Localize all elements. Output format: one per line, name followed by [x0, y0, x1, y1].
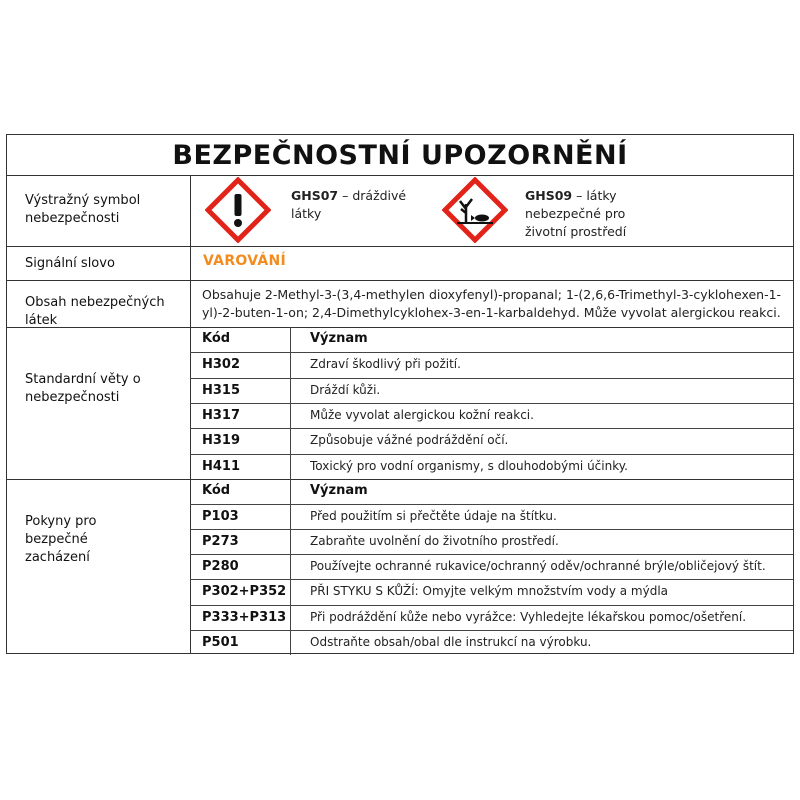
- statement-meaning: Toxický pro vodní organismy, s dlouhodobými účinky.: [310, 458, 628, 473]
- ghs07-description: [291, 187, 421, 223]
- table-row: [190, 554, 793, 580]
- statement-meaning: Odstraňte obsah/obal dle instrukcí na výrobku.: [310, 634, 592, 649]
- statement-code: H302: [202, 357, 241, 373]
- statement-meaning: Před použitím si přečtěte údaje na štítku.: [310, 509, 557, 524]
- statement-meaning: Při podráždění kůže nebo vyrážce: Vyhledejte lékařskou pomoc/ošetření.: [310, 609, 747, 624]
- divider: [7, 246, 793, 247]
- column-header-code: Kód: [202, 483, 231, 498]
- statement-meaning: Dráždí kůži.: [310, 382, 381, 397]
- h-statements-label: Standardní věty o nebezpečnosti: [25, 372, 141, 405]
- ghs07-code: GHS07: [291, 188, 339, 203]
- statement-meaning: PŘI STYKU S KŮŽÍ: Omyjte velkým množstvím vody a mýdla: [310, 584, 669, 599]
- table-row: [190, 428, 793, 454]
- statement-meaning: Používejte ochranné rukavice/ochranný oděv/ochranné brýle/obličejový štít.: [310, 559, 766, 574]
- exclamation-mark-icon: [205, 177, 271, 243]
- statement-code: P273: [202, 534, 239, 550]
- ghs07-text: – dráždivé látky: [291, 188, 407, 221]
- statement-code: P280: [202, 559, 239, 575]
- statement-meaning: Zabraňte uvolnění do životního prostředí.: [310, 534, 559, 549]
- table-row: [190, 378, 793, 404]
- environment-hazard-icon: [442, 177, 508, 243]
- table-header-row: [190, 327, 793, 352]
- statement-code: P501: [202, 634, 239, 650]
- ghs09-code: GHS09: [525, 188, 573, 203]
- safety-warning-table: [6, 134, 794, 654]
- statement-code: P302+P352: [202, 584, 287, 600]
- statement-code: H411: [202, 458, 241, 474]
- ghs09-text: – látky nebezpečné pro životní prostředí: [525, 188, 627, 239]
- page-title: BEZPEČNOSTNÍ UPOZORNĚNÍ: [172, 139, 628, 171]
- table-row: [190, 454, 793, 480]
- statement-code: P103: [202, 509, 239, 525]
- statement-meaning: Zdraví škodlivý při požití.: [310, 357, 461, 372]
- signal-label: Signální slovo: [25, 256, 115, 271]
- p-statements-label: Pokyny pro bezpečné zacházení: [25, 514, 97, 565]
- statement-meaning: Způsobuje vážné podráždění očí.: [310, 433, 509, 448]
- signal-word: VAROVÁNÍ: [203, 253, 287, 269]
- divider: [7, 280, 793, 281]
- statement-code: H319: [202, 433, 241, 449]
- title-row: [7, 135, 793, 176]
- symbol-label: Výstražný symbol nebezpečnosti: [25, 193, 141, 226]
- table-row: [190, 352, 793, 378]
- statement-meaning: Může vyvolat alergickou kožní reakci.: [310, 407, 534, 422]
- statement-code: P333+P313: [202, 609, 287, 625]
- content-label: Obsah nebezpečných látek: [25, 295, 165, 328]
- table-row: [190, 529, 793, 555]
- content-text: Obsahuje 2-Methyl-3-(3,4-methylen dioxyfenyl)-propanal; 1-(2,6,6-Trimethyl-3-cyklohexen-1-yl)-2-buten-1-on; 2,4-Dimethylcyklohex-3-en-1-karbaldehyd. Může vyvolat alergickou reakci.: [202, 287, 782, 320]
- statement-code: H315: [202, 382, 241, 398]
- column-header-meaning: Význam: [310, 331, 368, 346]
- table-row: [190, 579, 793, 605]
- ghs09-description: [525, 187, 650, 241]
- table-row: [190, 403, 793, 429]
- column-header-code: Kód: [202, 331, 231, 346]
- table-header-row: [190, 479, 793, 504]
- statement-code: H317: [202, 407, 241, 423]
- column-header-meaning: Význam: [310, 483, 368, 498]
- table-row: [190, 504, 793, 530]
- table-row: [190, 630, 793, 656]
- table-row: [190, 605, 793, 631]
